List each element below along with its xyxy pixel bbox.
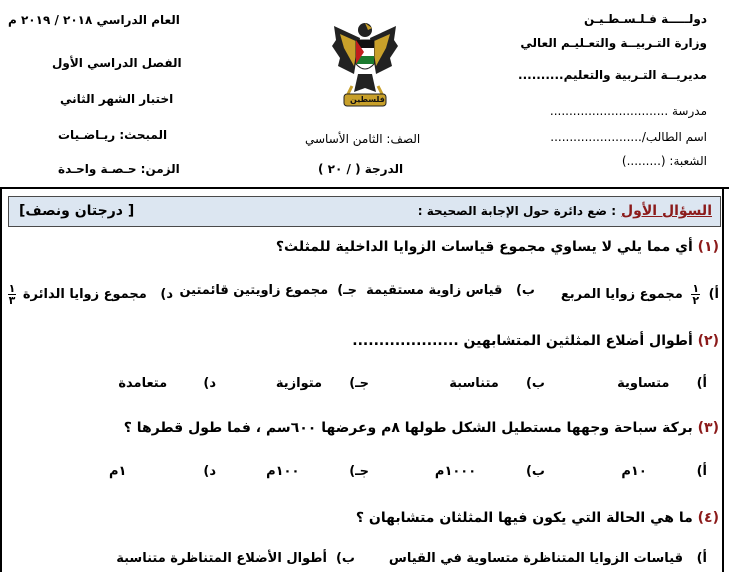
option-a[interactable]: [617, 376, 707, 391]
option-letter: جـ): [337, 283, 357, 298]
question-number: (١): [697, 239, 719, 255]
option-text: قياسات الزوايا المتناظرة متساوية في القياس: [388, 551, 684, 566]
page-frame-right: [722, 188, 724, 572]
option-a[interactable]: [389, 551, 707, 566]
school-field[interactable]: مدرسة ...............................: [549, 104, 707, 118]
option-letter: ب): [525, 464, 545, 479]
header-state: دولـــــة فـلـسـطـيـن: [584, 12, 707, 26]
question-text: أطوال أضلاع المثلثين المتشابهين ....................: [352, 333, 693, 349]
section-field[interactable]: الشعبة: (.........): [621, 154, 707, 168]
fraction-numerator: ١: [692, 282, 700, 295]
option-c[interactable]: [276, 376, 369, 391]
option-d[interactable]: [118, 376, 216, 391]
section-marks: [ درجتان ونصف]: [19, 203, 135, 219]
option-letter: د): [203, 376, 216, 391]
option-text: متعامدة: [118, 376, 168, 391]
option-text: متناسبة: [449, 376, 499, 391]
emblem-caption: فلسطين: [350, 95, 385, 104]
question-4: [356, 510, 719, 526]
question-text: أي مما يلي لا يساوي مجموع قياسات الزوايا الداخلية للمثلث؟: [275, 239, 693, 255]
question-3: [124, 420, 719, 436]
question-1: [276, 239, 719, 255]
option-text: ١٠٠م: [266, 464, 300, 479]
palestine-emblem: [330, 18, 400, 110]
option-text: ١م: [108, 464, 127, 479]
header-ministry: وزارة التـربيــة والتعـليـم العالي: [520, 36, 707, 50]
option-text: متوازية: [275, 376, 323, 391]
fraction-third: [8, 283, 17, 306]
option-letter: د): [203, 464, 216, 479]
question-2: [352, 333, 719, 349]
fraction-denominator: ٢: [692, 294, 700, 307]
question-number: (٢): [697, 333, 719, 349]
option-text: ١٠٠٠م: [434, 464, 477, 479]
section-title: السؤال الأول: [621, 203, 712, 219]
option-letter: أ): [696, 376, 707, 391]
option-b[interactable]: [116, 551, 355, 566]
option-d[interactable]: [6, 283, 173, 306]
option-a[interactable]: [621, 464, 707, 479]
option-text: مجموع زوايا الدائرة: [22, 287, 147, 302]
option-b[interactable]: [449, 376, 545, 391]
option-letter: جـ): [349, 376, 369, 391]
option-d[interactable]: [109, 464, 216, 479]
option-text: ١٠م: [621, 464, 647, 479]
exam-time: الزمن: حـصـة واحـدة: [58, 162, 180, 176]
question-number: (٤): [697, 510, 719, 526]
subject: المبحث: ريـاضـيات: [58, 128, 168, 142]
semester: الفصل الدراسي الأول: [52, 56, 182, 70]
option-text: أطوال الأضلاع المتناظرة متناسبة: [116, 551, 327, 566]
fraction-denominator: ٣: [8, 294, 16, 307]
student-name-field[interactable]: اسم الطالب/........................: [550, 130, 707, 144]
header-divider: [0, 187, 729, 189]
grade-label: الصف: الثامن الأساسي: [305, 132, 421, 146]
score-box: الدرجة ( / ٢٠ ): [318, 162, 404, 176]
question-text: بركة سباحة وجهها مستطيل الشكل طولها ٨م وعرضها ٦٠٠سم ، فما طول قطرها ؟: [123, 420, 693, 436]
option-text: قياس زاوية مستقيمة: [366, 283, 503, 298]
option-b[interactable]: [366, 283, 535, 298]
section-instruction: : ضع دائرة حول الإجابة الصحيحة :: [417, 204, 616, 218]
option-text: مجموع زاويتين قائمتين: [179, 283, 329, 298]
option-c[interactable]: [266, 464, 369, 479]
option-letter: جـ): [349, 464, 369, 479]
option-letter: أ): [696, 464, 707, 479]
question-text: ما هي الحالة التي يكون فيها المثلثان متشابهان ؟: [355, 510, 693, 526]
option-letter: ب): [515, 283, 535, 298]
option-text: متساوية: [617, 376, 670, 391]
option-text: مجموع زوايا المربع: [560, 287, 683, 302]
option-letter: ب): [335, 551, 355, 566]
option-letter: د): [160, 287, 173, 302]
question-number: (٣): [697, 420, 719, 436]
option-letter: ب): [525, 376, 545, 391]
option-a[interactable]: [561, 283, 719, 306]
option-letter: أ): [708, 287, 719, 302]
option-letter: أ): [696, 551, 707, 566]
section-banner: [8, 196, 721, 227]
page-frame-left: [0, 188, 2, 572]
academic-year: العام الدراسي ٢٠١٨ / ٢٠١٩ م: [8, 13, 180, 27]
exam-title: اختبار الشهر الثاني: [60, 92, 174, 106]
option-b[interactable]: [435, 464, 545, 479]
fraction-numerator: ١: [8, 282, 16, 295]
fraction-half: [691, 283, 700, 306]
header-directorate: مديريــة التـربية والتعليم..........: [518, 68, 707, 82]
option-c[interactable]: [179, 283, 357, 298]
